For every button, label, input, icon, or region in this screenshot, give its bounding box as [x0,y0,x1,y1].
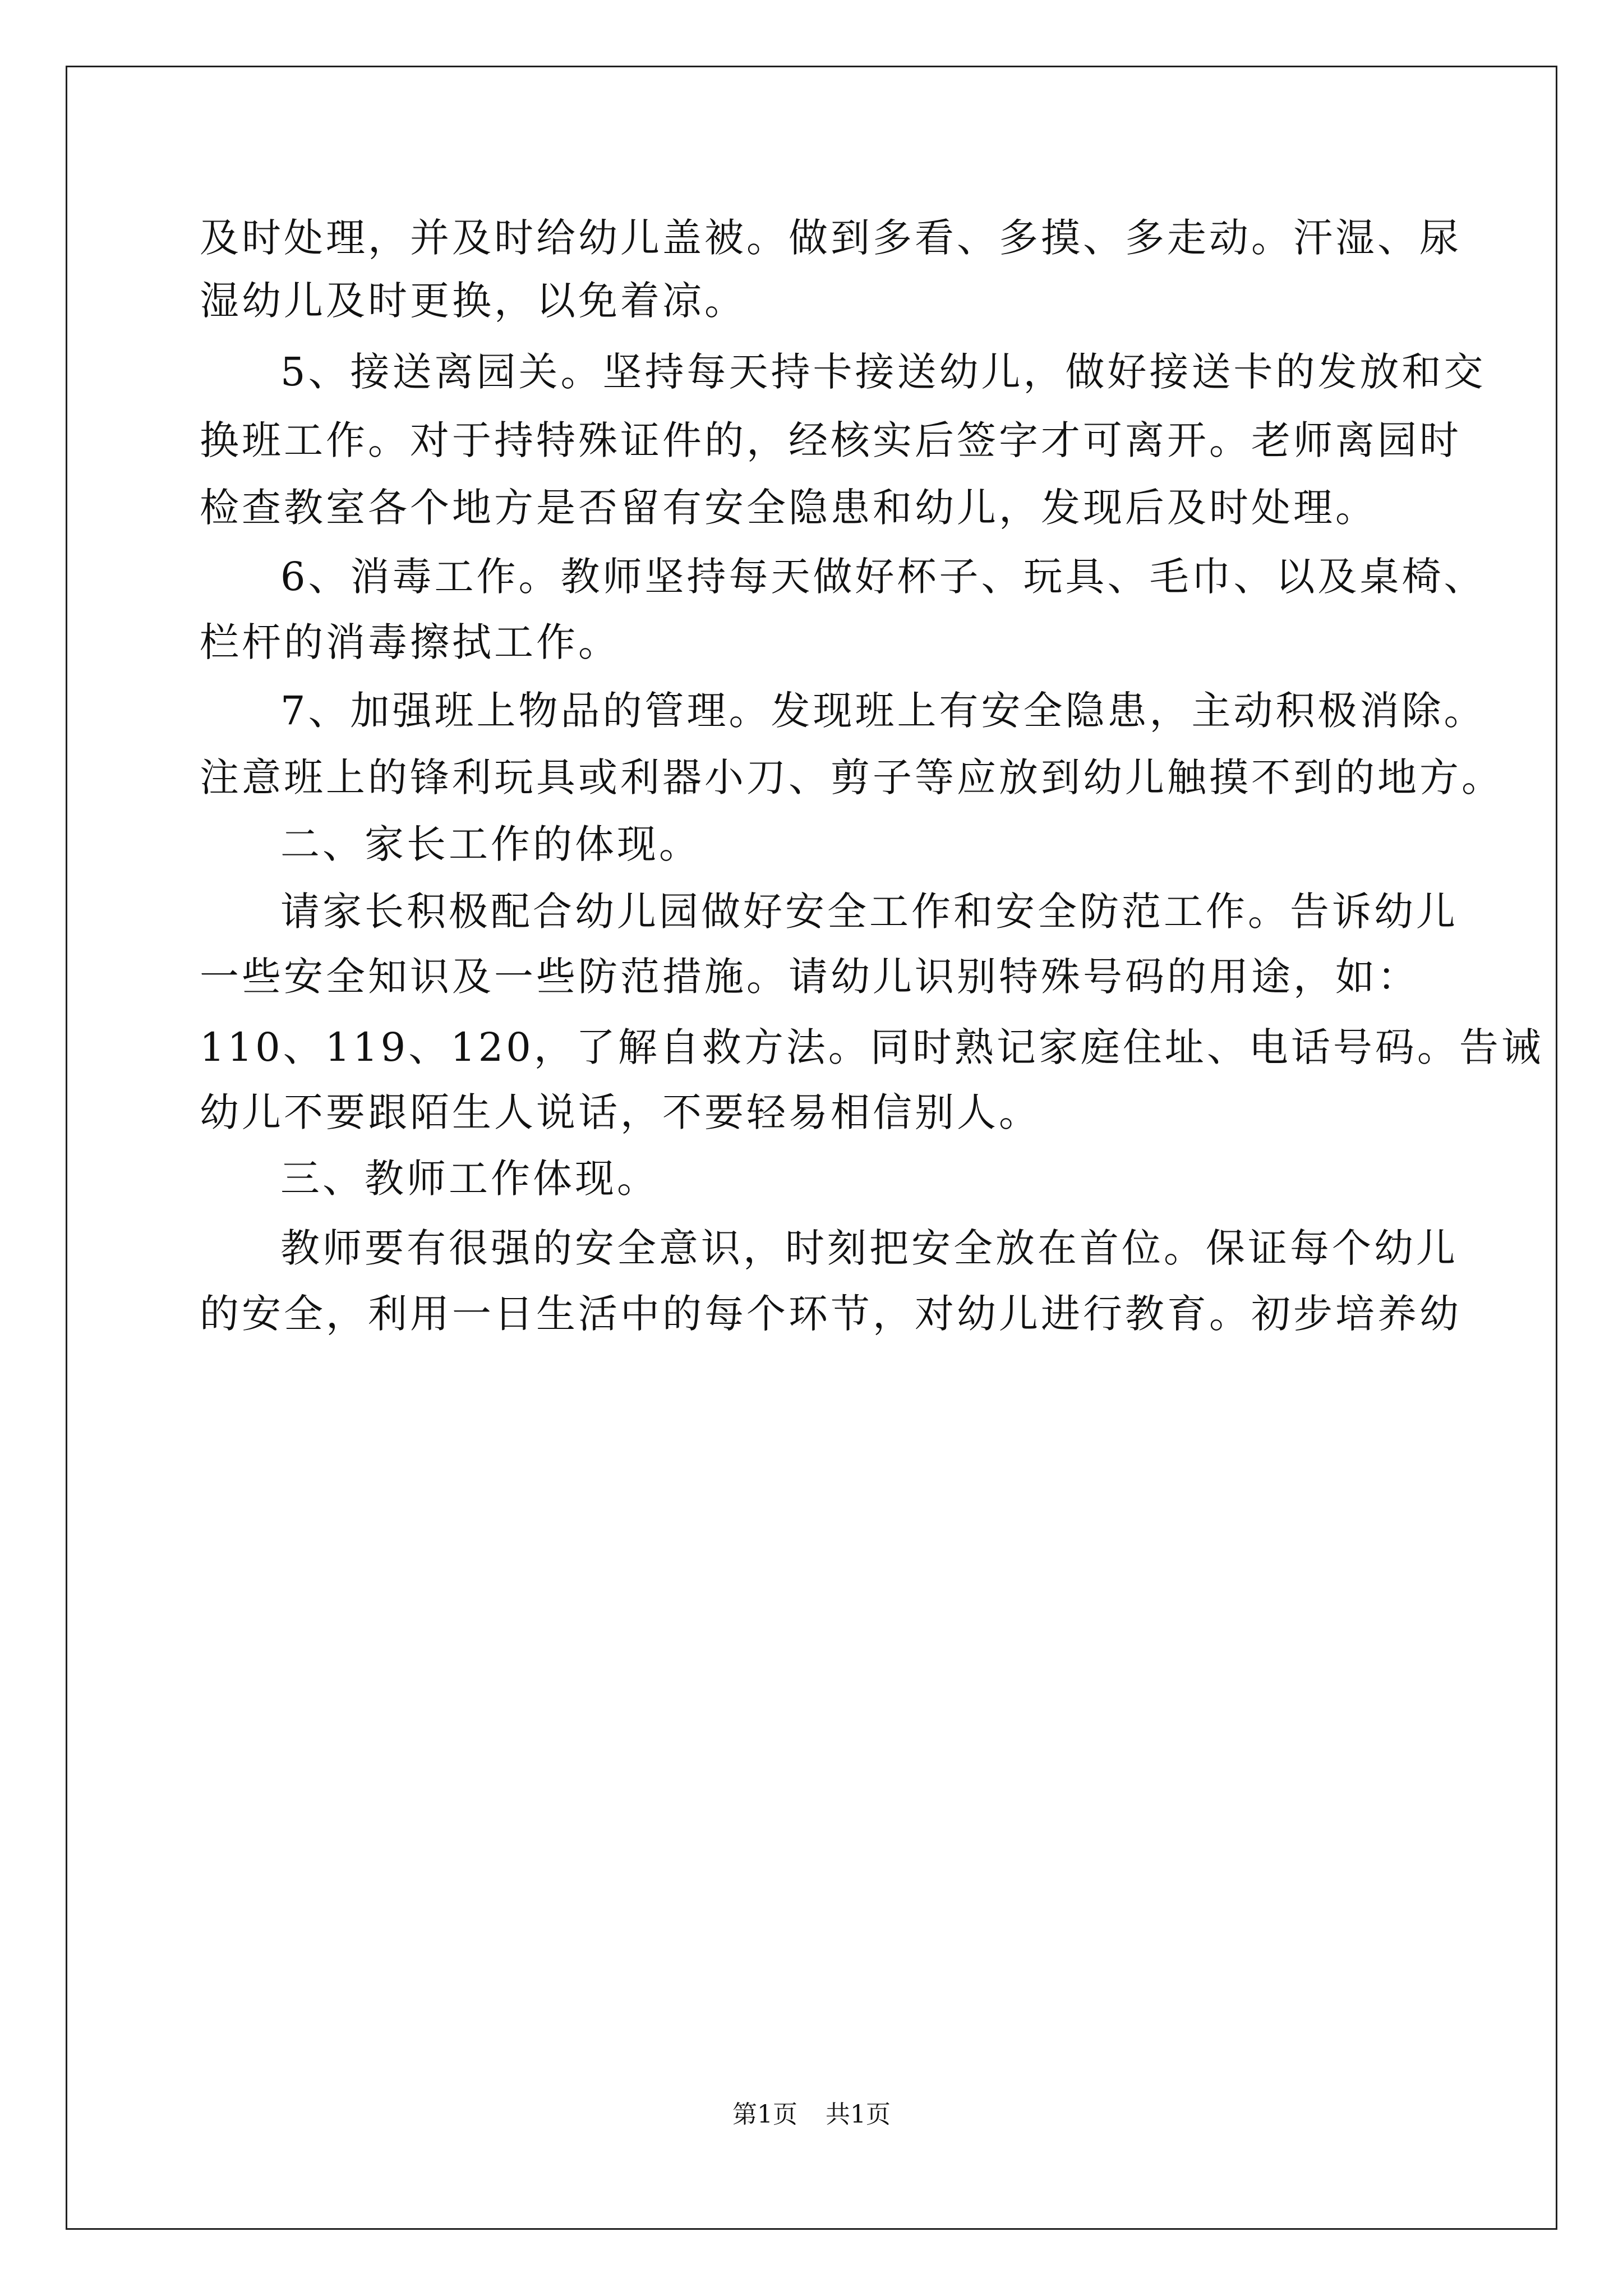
text-line: 110、119、120，了解自救方法。同时熟记家庭住址、电话号码。告诫 [200,1024,1543,1070]
section-heading: 三、教师工作体现。 [280,1156,659,1202]
text-line: 栏杆的消毒擦拭工作。 [200,619,620,665]
text-line: 换班工作。对于持特殊证件的，经核实后签字才可离开。老师离园时 [200,417,1461,463]
page-total: 共1页 [826,2100,891,2129]
text-line: 6、消毒工作。教师坚持每天做好杯子、玩具、毛巾、以及桌椅、 [280,554,1486,600]
text-line: 幼儿不要跟陌生人说话，不要轻易相信别人。 [200,1089,1041,1135]
text-line: 检查教室各个地方是否留有安全隐患和幼儿，发现后及时处理。 [200,485,1377,531]
section-heading: 二、家长工作的体现。 [280,821,701,867]
text-line: 5、接送离园关。坚持每天持卡接送幼儿，做好接送卡的发放和交 [280,349,1486,395]
text-line: 7、加强班上物品的管理。发现班上有安全隐患，主动积极消除。 [280,688,1486,734]
page-number: 第1页 [732,2100,797,2129]
text-line: 的安全，利用一日生活中的每个环节，对幼儿进行教育。初步培养幼 [200,1291,1461,1337]
text-line: 教师要有很强的安全意识，时刻把安全放在首位。保证每个幼儿 [280,1225,1458,1271]
text-line: 及时处理，并及时给幼儿盖被。做到多看、多摸、多走动。汗湿、尿 [200,215,1461,261]
text-line: 一些安全知识及一些防范措施。请幼儿识别特殊号码的用途，如： [200,954,1419,1000]
page-footer [0,2100,1623,2129]
text-line: 请家长积极配合幼儿园做好安全工作和安全防范工作。告诉幼儿 [280,889,1458,935]
text-line: 注意班上的锋利玩具或利器小刀、剪子等应放到幼儿触摸不到的地方。 [200,754,1504,800]
text-line: 湿幼儿及时更换，以免着凉。 [200,278,746,324]
